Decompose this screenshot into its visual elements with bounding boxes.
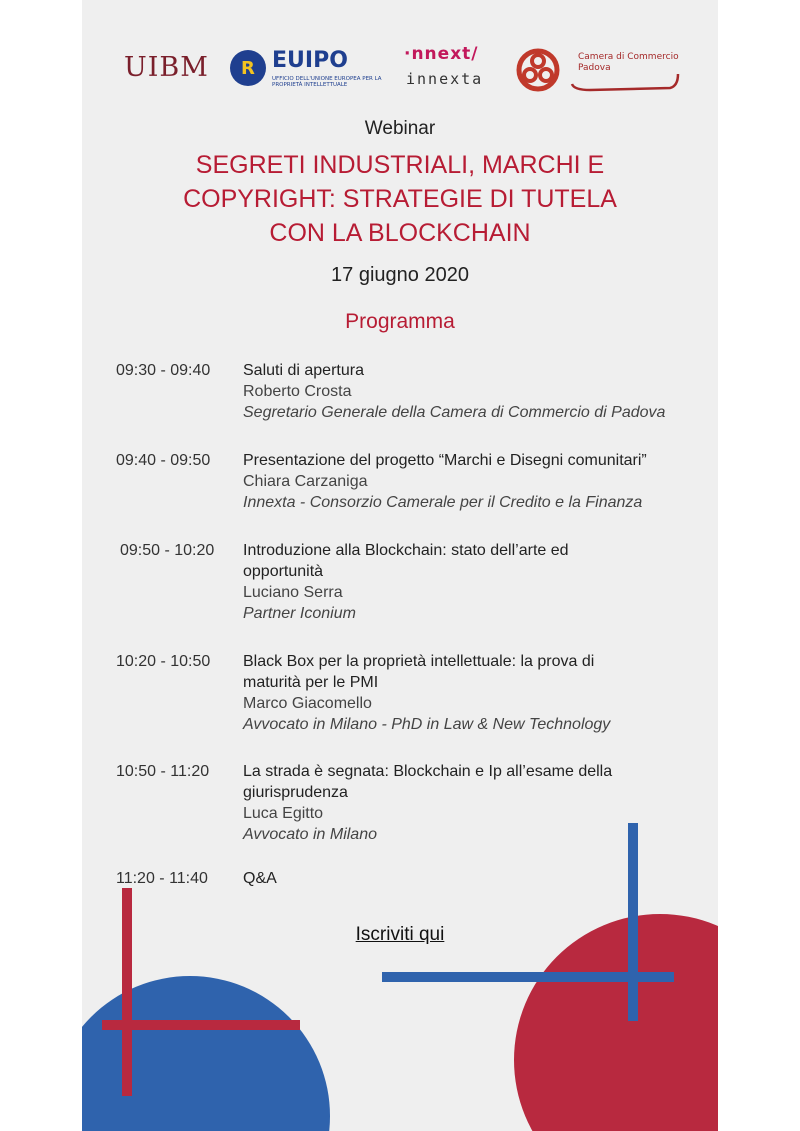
- program-heading: Programma: [345, 310, 455, 333]
- blue-circle: [82, 976, 330, 1131]
- register-link[interactable]: Iscriviti qui: [355, 924, 445, 945]
- innexta-name: innexta: [406, 70, 484, 88]
- agenda-speaker: Luca Egitto: [243, 805, 324, 822]
- camera-emblem-icon: [516, 48, 560, 92]
- logo-bar: [82, 42, 718, 102]
- camera-name: Camera di Commercio Padova: [578, 52, 679, 73]
- agenda-role: Avvocato in Milano: [243, 826, 377, 843]
- euipo-name: EUIPO: [272, 48, 348, 73]
- agenda-time: 10:20 - 10:50: [116, 653, 211, 670]
- event-date: 17 giugno 2020: [331, 264, 469, 286]
- euipo-star-icon: R: [230, 50, 266, 86]
- euipo-subtitle: UFFICIO DELL'UNIONE EUROPEA PER LA PROPRIETÀ INTELLETTUALE: [272, 76, 382, 88]
- agenda-time: 11:20 - 11:40: [116, 870, 208, 887]
- title-line: COPYRIGHT: STRATEGIE DI TUTELA: [183, 185, 617, 213]
- agenda-time: 09:30 - 09:40: [116, 362, 211, 379]
- agenda-speaker: Chiara Carzaniga: [243, 473, 368, 490]
- agenda-title: Saluti di apertura: [243, 362, 364, 379]
- innexta-logo: [404, 42, 499, 92]
- red-circle: [514, 914, 718, 1131]
- agenda-title: La strada è segnata: Blockchain e Ip all’esame della giurisprudenza: [243, 763, 613, 801]
- agenda-role: Segretario Generale della Camera di Commercio di Padova: [243, 404, 666, 421]
- agenda-role: Innexta - Consorzio Camerale per il Credito e la Finanza: [243, 494, 643, 511]
- agenda-time: 09:40 - 09:50: [116, 452, 211, 469]
- agenda-speaker: Luciano Serra: [243, 584, 343, 601]
- agenda-title: Introduzione alla Blockchain: stato dell’arte ed opportunità: [243, 542, 569, 580]
- euipo-logo: [230, 48, 380, 94]
- agenda-time: 09:50 - 10:20: [120, 542, 215, 559]
- agenda-speaker: Marco Giacomello: [243, 695, 372, 712]
- agenda-title: Black Box per la proprietà intellettuale: la prova di maturità per le PMI: [243, 653, 595, 691]
- event-type: Webinar: [364, 118, 436, 139]
- agenda-title: Presentazione del progetto “Marchi e Disegni comunitari”: [243, 452, 647, 469]
- title-line: CON LA BLOCKCHAIN: [269, 219, 531, 247]
- red-vertical-bar: [122, 888, 132, 1096]
- webinar-flyer: [82, 0, 718, 1131]
- blue-vertical-bar: [628, 823, 638, 1021]
- agenda-time: 10:50 - 11:20: [116, 763, 210, 780]
- agenda-role: Partner Iconium: [243, 605, 356, 622]
- blue-horizontal-bar: [382, 972, 674, 982]
- uibm-logo: UIBM: [124, 52, 209, 83]
- red-horizontal-bar: [102, 1020, 300, 1030]
- agenda-speaker: Roberto Crosta: [243, 383, 352, 400]
- innexta-mark: ·nnext/: [404, 44, 479, 64]
- camera-commercio-logo: [516, 48, 686, 98]
- agenda-title: Q&A: [243, 870, 277, 887]
- agenda-role: Avvocato in Milano - PhD in Law & New Technology: [243, 716, 611, 733]
- event-title: [82, 148, 718, 250]
- title-line: SEGRETI INDUSTRIALI, MARCHI E: [195, 151, 605, 179]
